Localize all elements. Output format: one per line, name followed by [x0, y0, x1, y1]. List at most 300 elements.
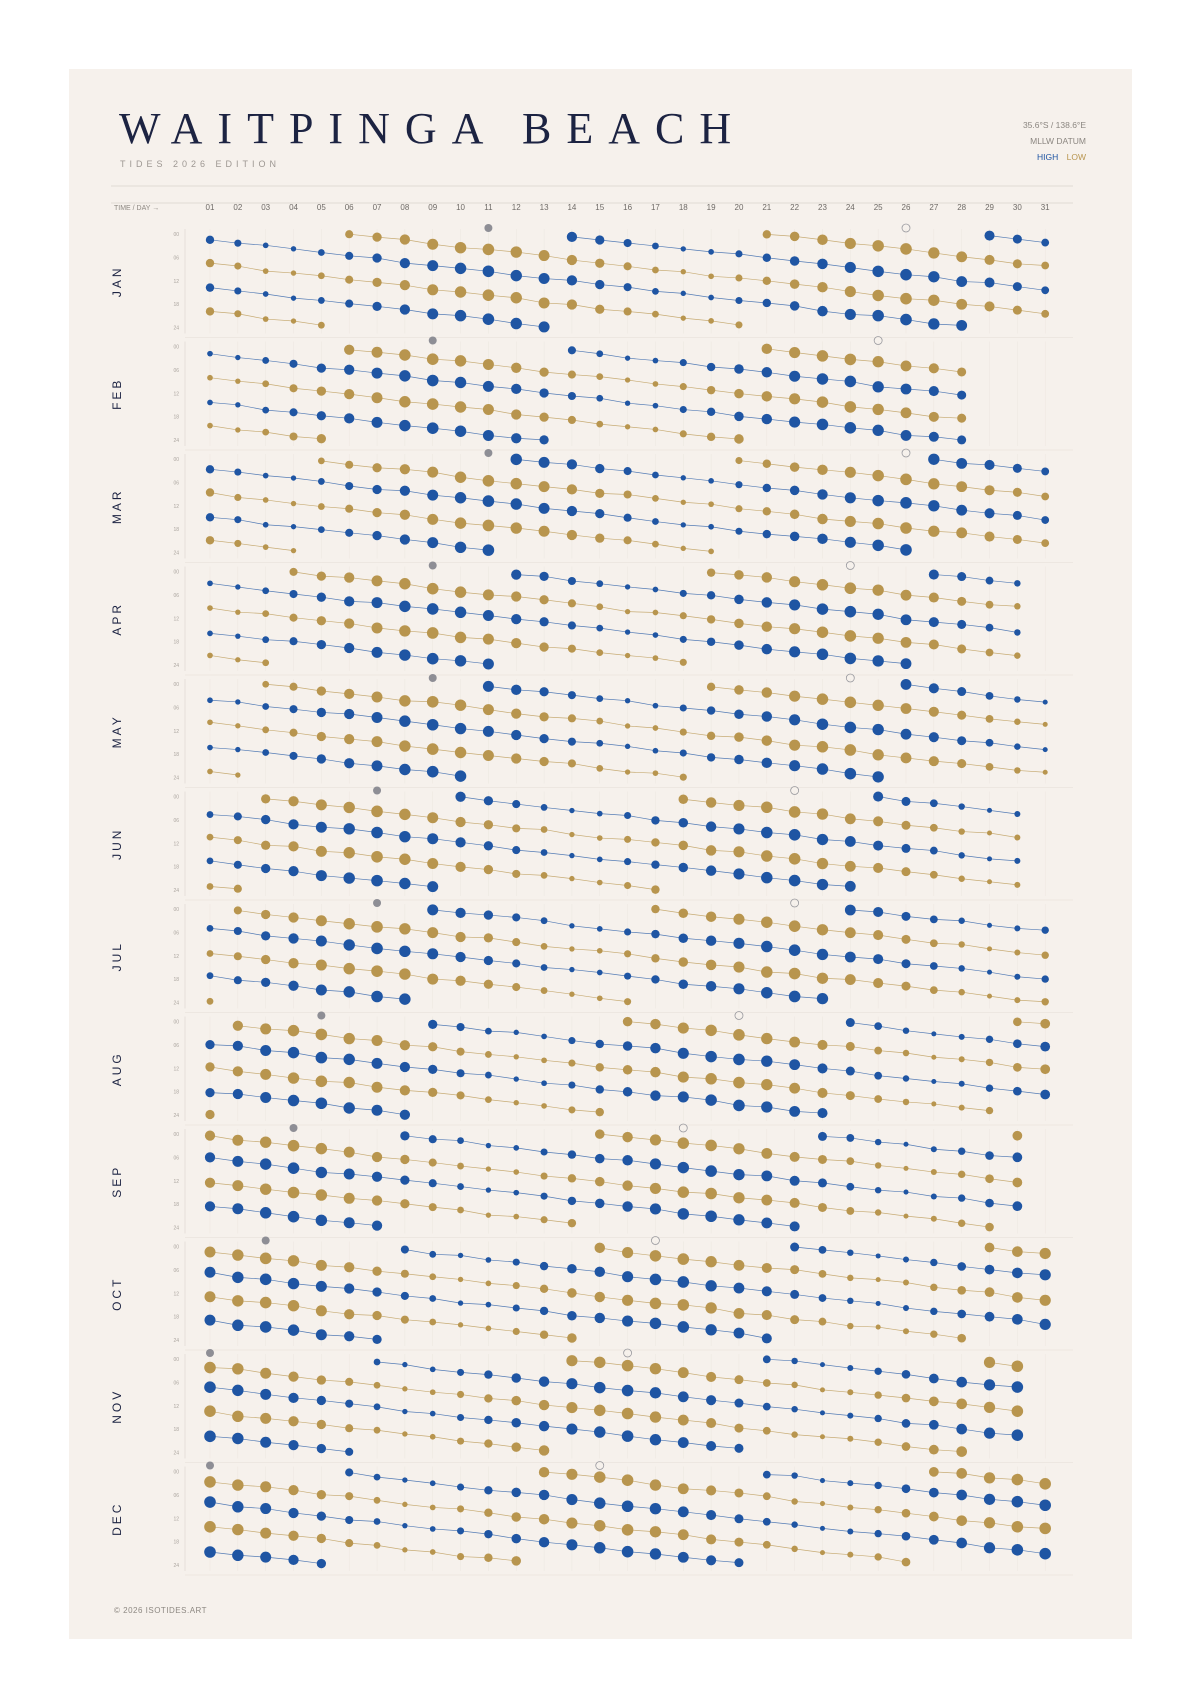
tide-point-high [929, 1374, 939, 1384]
tide-point-low [872, 584, 883, 595]
tide-point-high [486, 1187, 491, 1192]
tide-point-high [372, 1172, 382, 1182]
tide-point-high [204, 1546, 216, 1558]
tide-point-low [569, 946, 574, 951]
tide-point-low [541, 943, 548, 950]
tide-link-low [628, 380, 656, 384]
new-moon-marker [262, 1237, 270, 1245]
tide-point-high [653, 748, 659, 754]
tide-link-low [683, 502, 711, 504]
tide-point-low [707, 732, 715, 740]
tide-point-low [427, 974, 438, 985]
tide-link-low [711, 504, 739, 509]
tide-point-high [872, 495, 884, 507]
tide-point-high [987, 970, 992, 975]
tide-point-high [1012, 1152, 1022, 1162]
tide-link-high [850, 1531, 878, 1533]
tide-point-high [790, 256, 800, 266]
tide-point-low [595, 1243, 605, 1253]
tide-point-high [539, 734, 548, 743]
tide-point-high [902, 1419, 911, 1428]
tide-point-low [566, 1355, 577, 1366]
tide-point-low [958, 989, 964, 995]
tide-point-high [705, 1094, 717, 1106]
tide-point-high [485, 1028, 492, 1035]
tide-point-high [455, 542, 466, 553]
new-moon-marker [317, 1012, 325, 1020]
tide-point-low [986, 1059, 993, 1066]
tide-point-high [483, 381, 494, 392]
tide-point-high [372, 253, 381, 262]
tide-point-low [928, 478, 939, 489]
tide-link-high [962, 968, 990, 972]
tide-point-low [597, 948, 603, 954]
tide-link-low [906, 1102, 934, 1104]
tide-link-high [210, 402, 238, 404]
tide-point-low [568, 1106, 575, 1113]
tide-link-high [934, 1149, 962, 1151]
tide-link-low [210, 378, 238, 381]
tide-point-high [318, 526, 325, 533]
tide-point-high [455, 263, 466, 274]
tide-link-low [488, 1100, 516, 1103]
tide-link-low [655, 314, 683, 318]
tide-point-low [484, 1439, 492, 1447]
tide-point-low [930, 939, 938, 947]
tide-point-low [455, 517, 466, 528]
tide-point-low [511, 1396, 521, 1406]
hour-tick-label: 18 [173, 1202, 179, 1209]
tide-point-high [317, 1511, 326, 1520]
tide-point-high [931, 1146, 937, 1152]
tide-point-high [511, 685, 521, 695]
tide-point-high [484, 796, 493, 805]
tide-point-low [929, 1396, 939, 1406]
tide-point-low [427, 927, 438, 938]
tide-point-high [874, 1415, 881, 1422]
tide-point-low [427, 696, 439, 708]
tide-point-low [401, 1316, 409, 1324]
tide-point-high [652, 472, 659, 479]
tide-point-low [901, 637, 912, 648]
tide-point-low [317, 616, 326, 625]
tide-link-low [349, 1428, 377, 1430]
tide-link-high [266, 476, 294, 478]
tide-point-high [845, 905, 856, 916]
tide-point-low [678, 1137, 690, 1149]
tide-link-high [516, 1148, 544, 1152]
tide-point-high [567, 275, 577, 285]
tide-point-high [959, 1034, 965, 1040]
tide-point-low [984, 1357, 995, 1368]
tide-point-low [652, 541, 659, 548]
tide-point-high [958, 1148, 965, 1155]
tide-point-high [455, 792, 465, 802]
tide-point-low [318, 457, 325, 464]
tide-point-low [763, 277, 771, 285]
tide-point-high [206, 513, 214, 521]
tide-point-low [789, 347, 800, 358]
legend-high: HIGH [1037, 152, 1059, 162]
tide-point-low [958, 1171, 965, 1178]
tide-link-high [210, 815, 238, 817]
tide-point-high [679, 979, 689, 989]
tide-point-high [622, 1546, 634, 1558]
tide-point-high [1041, 286, 1049, 294]
tide-link-high [433, 1139, 461, 1140]
tide-link-low [433, 1507, 461, 1508]
new-moon-marker [373, 899, 381, 907]
tide-point-low [734, 1260, 745, 1271]
tide-link-low [572, 603, 600, 606]
tide-point-low [372, 1035, 383, 1046]
tide-point-low [845, 630, 857, 642]
tide-link-high [711, 252, 739, 254]
tide-link-low [266, 500, 294, 504]
tide-point-high [678, 1091, 689, 1102]
tide-point-low [344, 1262, 354, 1272]
tide-point-high [455, 908, 465, 918]
tide-link-low [990, 652, 1018, 655]
day-tick-label: 29 [985, 203, 994, 212]
tide-link-high [962, 921, 990, 926]
tide-point-low [623, 1065, 633, 1075]
tide-point-high [344, 596, 354, 606]
tide-point-low [872, 518, 884, 530]
tide-point-low [1014, 950, 1020, 956]
tide-point-low [790, 510, 800, 520]
x-axis-label: TIME / DAY → [114, 205, 160, 212]
tide-link-high [655, 361, 683, 363]
tide-point-low [679, 957, 689, 967]
tide-point-low [873, 930, 883, 940]
tide-point-high [1040, 1090, 1050, 1100]
tide-point-low [653, 610, 659, 616]
tide-point-high [539, 321, 550, 332]
hour-tick-label: 18 [173, 864, 179, 871]
day-tick-label: 06 [344, 203, 354, 212]
tide-point-high [707, 591, 715, 599]
hour-tick-label: 06 [173, 480, 179, 487]
tide-point-high [594, 1542, 606, 1554]
tide-point-low [651, 838, 659, 846]
tide-point-high [486, 1143, 491, 1148]
tide-link-high [600, 398, 628, 403]
hour-tick-label: 24 [173, 438, 179, 444]
tide-point-low [400, 1155, 409, 1164]
tide-link-high [294, 298, 322, 300]
tide-point-high [569, 967, 574, 972]
tide-point-high [706, 1555, 716, 1565]
tide-link-high [600, 354, 628, 358]
tide-point-high [207, 580, 213, 586]
tide-point-high [569, 853, 574, 858]
tide-point-high [260, 1321, 272, 1333]
tide-point-high [956, 1424, 967, 1435]
tide-link-high [461, 1141, 489, 1146]
tide-point-low [984, 485, 994, 495]
tide-link-low [516, 1172, 544, 1176]
tide-point-high [291, 295, 296, 300]
tide-point-high [597, 970, 603, 976]
tide-point-high [680, 359, 687, 366]
tide-point-high [872, 655, 883, 666]
tide-point-low [540, 1331, 548, 1339]
tide-point-high [734, 364, 744, 374]
tide-point-low [512, 870, 520, 878]
tide-point-low [734, 1375, 743, 1384]
tide-point-high [483, 265, 495, 277]
tide-point-low [374, 1497, 381, 1504]
tide-point-high [428, 1020, 437, 1029]
tide-link-high [683, 525, 711, 527]
tide-point-low [625, 769, 630, 774]
tide-link-low [628, 427, 656, 430]
tide-point-high [819, 1294, 827, 1302]
tide-point-high [429, 1295, 436, 1302]
hour-tick-label: 06 [173, 592, 179, 599]
tide-point-high [318, 478, 325, 485]
tide-link-low [850, 1555, 878, 1557]
tide-link-low [266, 684, 294, 686]
tide-link-low [238, 543, 266, 547]
tide-point-low [900, 243, 912, 255]
tide-point-low [483, 404, 494, 415]
tide-point-high [817, 834, 828, 845]
tide-point-low [733, 1192, 744, 1203]
tide-point-high [789, 875, 801, 887]
tide-point-low [596, 765, 603, 772]
tide-point-high [207, 351, 213, 357]
tide-point-low [956, 251, 967, 262]
tide-point-low [568, 416, 576, 424]
tide-point-low [650, 1363, 661, 1374]
tide-point-high [987, 808, 992, 813]
tide-point-high [734, 1514, 743, 1523]
tide-point-low [207, 950, 214, 957]
tide-point-low [427, 858, 438, 869]
tide-link-low [990, 949, 1018, 953]
tide-point-high [260, 1552, 271, 1563]
tide-link-low [572, 375, 600, 377]
tide-point-high [484, 1530, 492, 1538]
tide-point-low [986, 1107, 993, 1114]
tide-link-low [572, 994, 600, 998]
tide-point-low [345, 1539, 353, 1547]
tide-point-low [484, 865, 493, 874]
tide-point-low [679, 841, 689, 851]
tide-link-high [878, 1303, 906, 1308]
tide-point-low [789, 393, 800, 404]
tide-link-high [544, 1036, 572, 1040]
tide-point-low [847, 1552, 853, 1558]
tide-point-high [289, 360, 297, 368]
tide-point-high [455, 607, 466, 618]
hour-tick-label: 24 [173, 1113, 179, 1119]
tide-point-low [762, 344, 772, 354]
tide-point-low [653, 655, 659, 661]
tide-point-high [568, 1197, 576, 1205]
tide-point-high [846, 1018, 855, 1027]
tide-link-high [850, 1187, 878, 1190]
tide-point-low [541, 1057, 547, 1063]
tide-point-high [958, 803, 964, 809]
tide-point-high [316, 936, 327, 947]
tide-point-low [847, 1275, 853, 1281]
tide-point-low [1012, 1178, 1022, 1188]
tide-point-low [399, 854, 410, 865]
tide-point-high [929, 432, 939, 442]
tide-point-high [624, 973, 631, 980]
tide-point-low [1013, 535, 1022, 544]
tide-point-high [820, 1478, 825, 1483]
tide-point-low [344, 689, 354, 699]
tide-point-low [596, 1108, 604, 1116]
tide-point-low [650, 1298, 662, 1310]
tide-link-low [488, 1328, 516, 1331]
tide-point-low [569, 992, 574, 997]
tide-point-low [761, 1033, 772, 1044]
tide-point-high [317, 640, 326, 649]
tide-point-high [624, 239, 632, 247]
tide-point-high [817, 993, 828, 1004]
tide-link-high [822, 1298, 850, 1301]
coordinates-label: 35.6°S / 138.6°E [1022, 120, 1086, 130]
tide-point-low [206, 259, 214, 267]
tide-point-high [763, 254, 771, 262]
tide-point-high [568, 392, 576, 400]
new-moon-marker [429, 562, 437, 570]
tide-point-low [344, 1309, 354, 1319]
tide-point-low [540, 1285, 548, 1293]
tide-point-low [929, 1512, 939, 1522]
tide-link-high [655, 291, 683, 293]
tide-point-low [761, 1195, 772, 1206]
hour-tick-label: 12 [173, 1291, 179, 1298]
tide-point-high [372, 647, 383, 658]
tide-point-high [316, 1215, 327, 1226]
tide-point-low [372, 1311, 381, 1320]
tide-link-low [878, 1327, 906, 1331]
tide-point-low [483, 359, 494, 370]
hour-tick-label: 18 [173, 414, 179, 421]
tide-point-high [707, 753, 715, 761]
tide-point-high [429, 1135, 437, 1143]
tide-point-low [734, 1538, 743, 1547]
tide-point-low [235, 379, 240, 384]
tide-link-low [572, 763, 600, 768]
tide-point-low [817, 235, 827, 245]
tide-point-high [901, 959, 910, 968]
tide-link-high [822, 1365, 850, 1368]
tide-point-low [316, 1305, 327, 1316]
tide-point-low [567, 484, 577, 494]
tide-point-high [234, 812, 242, 820]
tide-point-low [541, 872, 548, 879]
tide-point-high [901, 430, 912, 441]
tide-link-high [516, 804, 544, 807]
tide-point-low [262, 429, 269, 436]
tide-point-low [291, 270, 296, 275]
tide-point-low [399, 578, 410, 589]
tide-link-high [655, 590, 683, 594]
tide-point-high [678, 1048, 689, 1059]
tide-point-high [262, 703, 269, 710]
tide-link-low [238, 612, 266, 613]
tide-point-low [733, 961, 744, 972]
tide-point-low [706, 912, 716, 922]
tide-point-high [678, 1506, 689, 1517]
tide-link-low [1017, 722, 1045, 725]
tide-point-low [817, 1088, 827, 1098]
tide-point-high [733, 1100, 745, 1112]
tide-point-high [791, 1358, 797, 1364]
tide-point-high [653, 703, 659, 709]
tide-point-low [845, 467, 856, 478]
tide-point-high [957, 620, 966, 629]
tide-point-low [344, 618, 354, 628]
tide-point-low [235, 657, 240, 662]
tide-link-high [850, 1483, 878, 1485]
tide-point-low [204, 1362, 216, 1374]
tide-link-low [433, 1207, 461, 1210]
tide-point-high [650, 1503, 661, 1514]
tide-point-low [1040, 1064, 1050, 1074]
tide-point-low [539, 413, 548, 422]
tide-point-high [539, 1537, 549, 1547]
tide-point-high [928, 271, 939, 282]
tide-point-high [263, 242, 269, 248]
tide-point-low [567, 530, 577, 540]
tide-point-high [650, 1090, 660, 1100]
tide-point-high [455, 723, 466, 734]
tide-point-high [929, 732, 939, 742]
tide-point-low [400, 464, 410, 474]
tide-point-low [289, 568, 297, 576]
tide-link-high [990, 696, 1018, 700]
tide-point-low [735, 505, 742, 512]
tide-point-high [262, 636, 269, 643]
tide-point-high [595, 1199, 605, 1209]
tide-link-high [934, 966, 962, 968]
tide-point-high [288, 981, 298, 991]
new-moon-marker [206, 1349, 214, 1357]
tide-point-low [957, 1334, 966, 1343]
tide-point-low [733, 914, 744, 925]
tide-point-high [318, 297, 325, 304]
tide-point-low [1012, 1131, 1022, 1141]
tide-point-high [345, 1516, 353, 1524]
tide-point-high [511, 1488, 521, 1498]
day-tick-label: 24 [845, 203, 855, 212]
tide-point-high [761, 827, 773, 839]
hour-tick-label: 24 [173, 775, 179, 782]
tide-point-low [1014, 835, 1020, 841]
tide-point-low [872, 240, 884, 252]
tide-point-low [846, 1091, 855, 1100]
tide-point-low [261, 841, 270, 850]
tide-point-low [428, 1042, 437, 1051]
tide-point-high [624, 467, 632, 475]
tide-link-low [934, 828, 962, 832]
tide-point-high [289, 752, 297, 760]
tide-point-high [790, 1242, 799, 1251]
tide-link-low [377, 1500, 405, 1504]
tide-point-high [650, 1434, 661, 1445]
tide-point-low [763, 1427, 771, 1435]
hour-tick-label: 18 [173, 639, 179, 646]
tide-point-low [567, 299, 577, 309]
